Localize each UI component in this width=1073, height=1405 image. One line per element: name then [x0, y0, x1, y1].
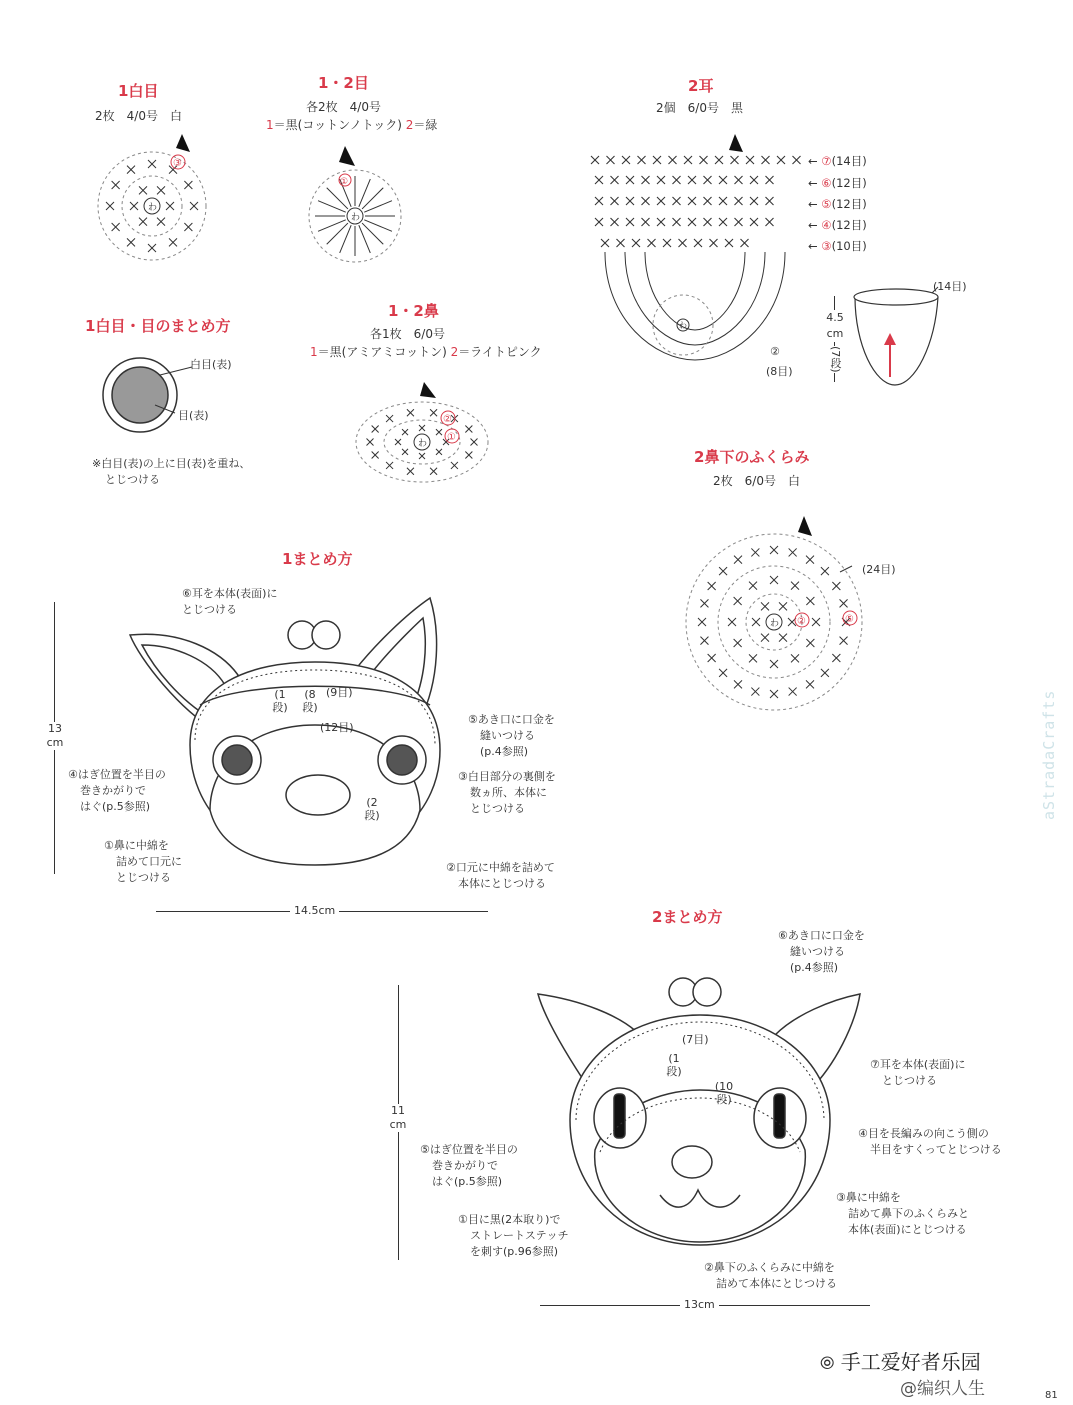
a1-note-6: ⑥耳を本体(表面)に とじつける: [182, 587, 278, 616]
svg-text:わ: わ: [148, 203, 158, 213]
a2-rows-10: (10 段): [714, 1080, 734, 1106]
white-eye-spec: 2枚 4/0号 白: [95, 109, 182, 123]
a1-note-2: ②口元に中綿を詰めて 本体にとじつける: [446, 861, 555, 890]
svg-text:わ: わ: [679, 321, 687, 330]
a1-note-3: ③白目部分の裏側を 数ヵ所、本体に とじつける: [458, 770, 556, 815]
a2-note-2: ②鼻下のふくらみに中綿を 詰めて本体にとじつける: [704, 1261, 837, 1290]
a1-note-5: ⑤あき口に口金を 縫いつける (p.4参照): [468, 713, 555, 758]
weibo-handle: @编织人生: [900, 1379, 985, 1399]
nose-puff-title: 2鼻下のふくらみ: [694, 448, 810, 466]
nose-puff-spec: 2枚 6/0号 白: [713, 474, 800, 488]
a1-width-label: 14.5cm: [290, 903, 339, 919]
a2-note-1: ①目に黒(2本取り)で ストレートステッチ を刺す(p.96参照): [458, 1213, 569, 1258]
eye-assembly-title: 1白目・目のまとめ方: [85, 317, 231, 335]
eye12-marker: ①: [340, 177, 349, 187]
ear-chart: [585, 130, 820, 380]
ear-cone-figure: [850, 285, 970, 395]
a2-note-7: ⑦耳を本体(表面)に とじつける: [870, 1058, 966, 1087]
wechat-logo: ⦾ 手工爱好者乐园: [820, 1350, 981, 1374]
a1-count-12: (12目): [320, 721, 354, 734]
start-marker-icon: [176, 134, 190, 152]
wechat-icon: ⦾: [820, 1353, 835, 1374]
cat-purse-figure: [530, 970, 870, 1270]
page-number: 81: [1045, 1390, 1058, 1401]
label-white-eye: 白目(表): [190, 358, 232, 371]
eye12-spec: 各2枚 4/0号: [306, 100, 381, 114]
a2-rows-1: (1 段): [666, 1052, 682, 1078]
side-watermark: aStradaCrafts: [1040, 689, 1058, 820]
eye12-title: 1・2目: [318, 74, 369, 92]
svg-text:わ: わ: [770, 619, 780, 629]
white-eye-marker: ③: [173, 158, 182, 169]
a1-note-4: ④はぎ位置を半目の 巻きかがりで はぐ(p.5参照): [68, 768, 166, 813]
a2-width-label: 13cm: [680, 1297, 719, 1313]
svg-text:⑤: ⑤: [845, 614, 854, 625]
a1-rows-8: (8 段): [302, 688, 318, 714]
label-eye: 目(表): [178, 409, 209, 422]
start-marker-icon: [420, 382, 436, 398]
start-marker-icon: [798, 516, 812, 536]
eye12-colors: 1＝黒(コットンノトック) 2＝緑: [266, 118, 438, 132]
ear-cone-count: (14目): [933, 280, 967, 293]
assembly1-title: 1まとめ方: [282, 550, 353, 568]
a2-count-7: (7目): [682, 1033, 709, 1046]
direction-arrow-icon: [884, 333, 896, 345]
ear-title: 2耳: [688, 77, 714, 95]
ear-row-7: ← ⑦(14目): [808, 154, 867, 168]
svg-text:わ: わ: [418, 439, 428, 449]
nose-title: 1・2鼻: [388, 302, 439, 320]
ear-height-label: 4.5 cm: [820, 310, 850, 342]
ear-round-2-count: (8目): [766, 365, 793, 378]
a2-note-5: ⑤はぎ位置を半目の 巻きかがりで はぐ(p.5参照): [420, 1143, 518, 1188]
ear-row-6: ← ⑥(12目): [808, 176, 867, 190]
ear-row-3: ← ③(10目): [808, 239, 867, 253]
a1-note-1: ①鼻に中綿を 詰めて口元に とじつける: [104, 839, 182, 884]
svg-text:②: ②: [797, 616, 806, 627]
a1-rows-1: (1 段): [272, 688, 288, 714]
a2-height-label: 11 cm: [385, 1104, 411, 1132]
a2-note-3: ③鼻に中綿を 詰めて鼻下のふくらみと 本体(表面)にとじつける: [836, 1191, 969, 1236]
svg-text:②: ②: [443, 414, 452, 425]
ear-row-4: ← ④(12目): [808, 218, 867, 232]
start-marker-icon: [339, 146, 355, 166]
a2-note-6: ⑥あき口に口金を 縫いつける (p.4参照): [778, 929, 865, 974]
svg-text:わ: わ: [351, 213, 361, 223]
white-eye-chart: [90, 130, 220, 270]
nose-puff-chart: [680, 512, 870, 712]
ear-rows-label: (7段): [824, 346, 842, 373]
start-marker-icon: [729, 134, 743, 152]
nose-spec: 各1枚 6/0号: [370, 327, 445, 341]
eye-assembly-note-1: ※白目(表)の上に目(表)を重ね、: [92, 457, 251, 470]
a2-note-4: ④目を長編みの向こう側の 半目をすくってとじつける: [858, 1127, 1002, 1156]
assembly2-title: 2まとめ方: [652, 908, 723, 926]
ear-spec: 2個 6/0号 黒: [656, 101, 743, 115]
nose-colors: 1＝黒(アミアミコットン) 2＝ライトピンク: [310, 345, 542, 359]
ear-row-5: ← ⑤(12目): [808, 197, 867, 211]
ear-round-2: ②: [770, 345, 780, 358]
eye12-chart: [305, 140, 415, 270]
nose-chart: [352, 380, 502, 490]
nose-puff-count: (24目): [862, 563, 896, 576]
a1-count-9: (9目): [326, 686, 353, 699]
white-eye-title: 1白目: [118, 82, 159, 100]
svg-text:①: ①: [447, 432, 456, 443]
eye-assembly-note-2: とじつける: [105, 473, 160, 486]
a1-rows-2: (2 段): [364, 796, 380, 822]
a1-height-label: 13 cm: [42, 722, 68, 750]
